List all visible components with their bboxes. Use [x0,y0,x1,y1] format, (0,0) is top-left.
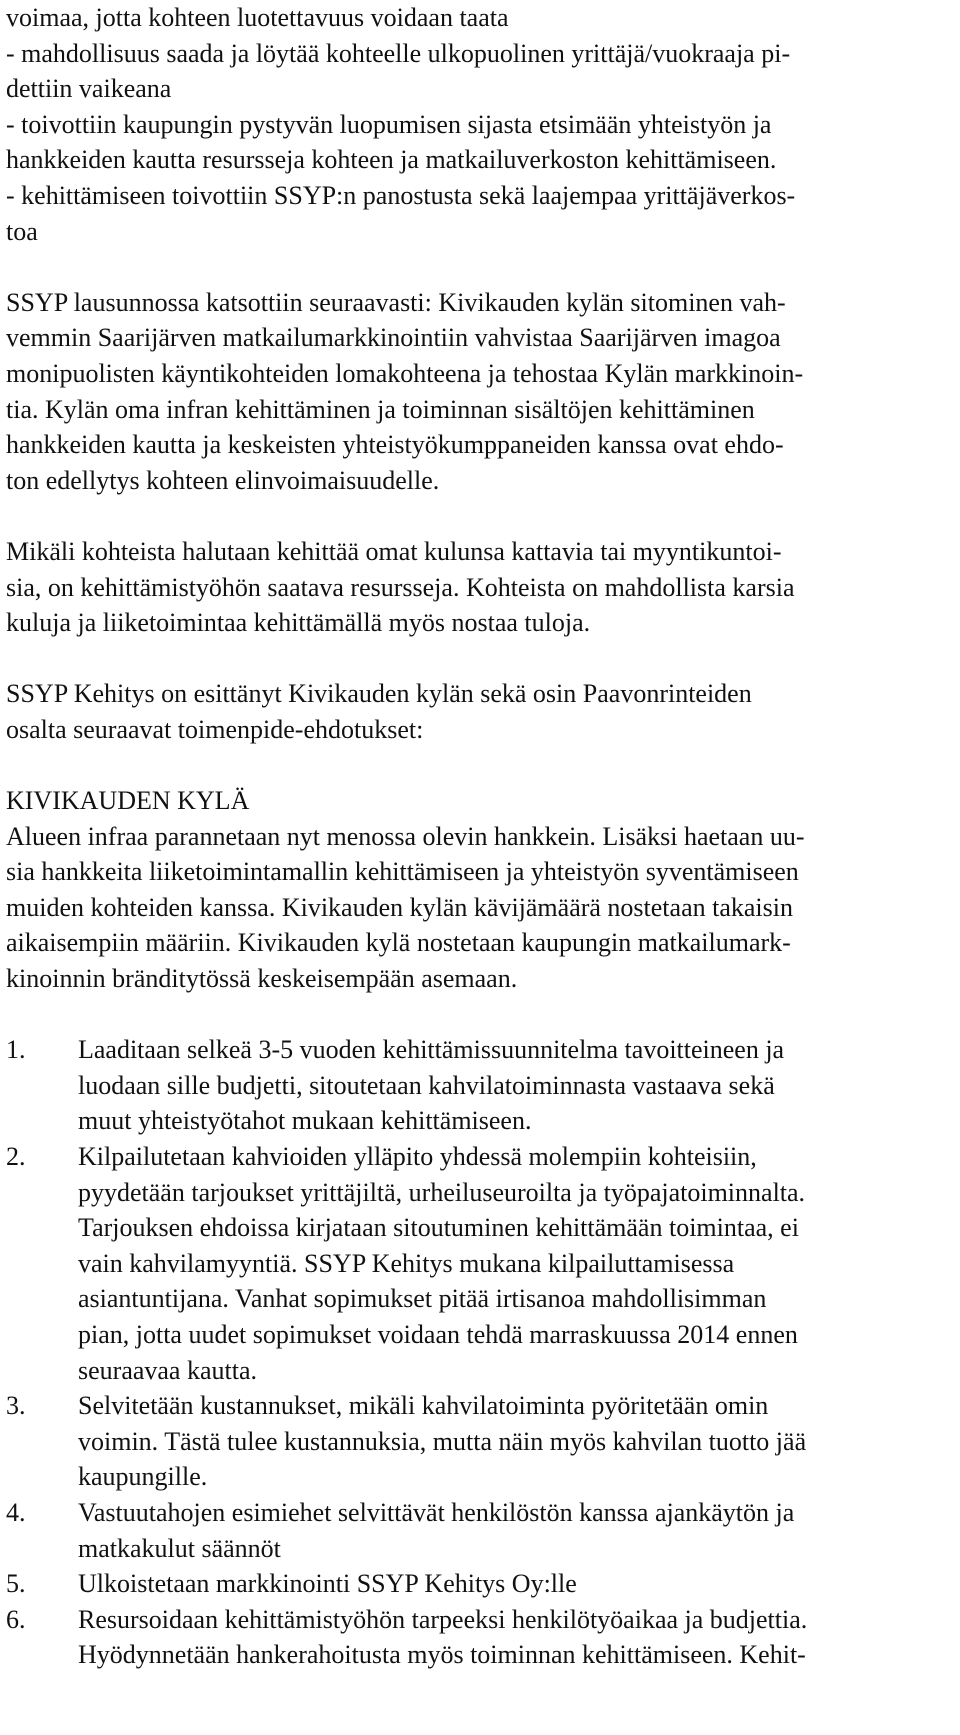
text-line: voimin. Tästä tulee kustannuksia, mutta näin myös kahvilan tuotto jää [78,1426,807,1456]
text-line: voimaa, jotta kohteen luotettavuus voidaan taata [6,3,509,32]
text-line: matkakulut säännöt [78,1533,281,1563]
text-line: muiden kohteiden kanssa. Kivikauden kylän kävijämäärä nostetaan takaisin [6,892,793,922]
text-line: seuraavaa kautta. [78,1355,258,1385]
text-line: hankkeiden kautta ja keskeisten yhteistyökumppaneiden kanssa ovat ehdo- [6,430,784,460]
text-line: luodaan sille budjetti, sitoutetaan kahvilatoiminnasta vastaava sekä [78,1070,775,1100]
text-line: tia. Kylän oma infran kehittäminen ja toiminnan sisältöjen kehittäminen [6,394,755,424]
list-number: 4. [6,1497,26,1527]
paragraph-gap [6,249,956,285]
text-line: hankkeiden kautta resursseja kohteen ja matkailuverkoston kehittämiseen. [6,145,777,175]
text-line: SSYP lausunnossa katsottiin seuraavasti: Kivikauden kylän sitominen vah- [6,287,786,317]
text-line: kinoinnin bränditytössä keskeisempään asemaan. [6,964,518,994]
text-line: sia hankkeita liiketoimintamallin kehittämiseen ja yhteistyön syventämiseen [6,857,799,887]
document-page [6,0,956,1673]
list-item [6,1388,956,1495]
list-number: 6. [6,1604,26,1634]
text-line: SSYP Kehitys on esittänyt Kivikauden kylän sekä osin Paavonrinteiden [6,679,752,709]
text-line: sia, on kehittämistyöhön saatava resursseja. Kohteista on mahdollista karsia [6,572,795,602]
text-line: pyydetään tarjoukset yrittäjiltä, urheiluseuroilta ja työpajatoiminnalta. [78,1177,806,1207]
text-line: Selvitetään kustannukset, mikäli kahvilatoiminta pyöritetään omin [78,1391,769,1421]
text-line: aikaisempiin määriin. Kivikauden kylä nostetaan kaupungin matkailumark- [6,928,791,958]
paragraph-gap [6,498,956,534]
list-item [6,1139,956,1388]
list-number: 5. [6,1569,26,1599]
list-number: 1. [6,1035,26,1065]
text-line: vain kahvilamyyntiä. SSYP Kehitys mukana kilpailuttamisessa [78,1248,735,1278]
list-item [6,1495,956,1566]
measures-list [6,1032,956,1673]
ssyp-statement-paragraph [6,285,956,499]
text-line: kaupungille. [78,1462,208,1492]
list-item [6,1566,956,1602]
text-line: Mikäli kohteista halutaan kehittää omat kulunsa kattavia tai myyntikuntoi- [6,536,782,566]
paragraph-gap [6,997,956,1033]
paragraph-gap [6,747,956,783]
paragraph-gap [6,641,956,677]
kivikauden-kyla-section [6,783,956,997]
text-line: - kehittämiseen toivottiin SSYP:n panostusta sekä laajempaa yrittäjäverkos- [6,180,796,210]
text-line: pian, jotta uudet sopimukset voidaan tehdä marraskuussa 2014 ennen [78,1319,798,1349]
text-line: Kilpailutetaan kahvioiden ylläpito yhdessä molempiin kohteisiin, [78,1142,757,1171]
text-line: - mahdollisuus saada ja löytää kohteelle ulkopuolinen yrittäjä/vuokraaja pi- [6,38,791,68]
text-line: vemmin Saarijärven matkailumarkkinointiin vahvistaa Saarijärven imagoa [6,323,781,353]
text-line: monipuolisten käyntikohteiden lomakohteena ja tehostaa Kylän markkinoin- [6,358,804,388]
text-line: kuluja ja liiketoimintaa kehittämällä myös nostaa tuloja. [6,608,591,638]
list-item [6,1602,956,1673]
text-line: toa [6,216,38,246]
text-line: asiantuntijana. Vanhat sopimukset pitää irtisanoa mahdollisimman [78,1284,767,1314]
section-heading: KIVIKAUDEN KYLÄ [6,786,250,816]
intro-block [6,0,956,249]
list-number: 3. [6,1391,26,1421]
costs-paragraph [6,534,956,641]
text-line: Hyödynnetään hankerahoitusta myös toiminnan kehittämiseen. Kehit- [78,1640,806,1670]
text-line: Laaditaan selkeä 3-5 vuoden kehittämissuunnitelma tavoitteineen ja [78,1035,785,1065]
text-line: Tarjouksen ehdoissa kirjataan sitoutuminen kehittämään toimintaa, ei [78,1213,799,1243]
text-line: Resursoidaan kehittämistyöhön tarpeeksi henkilötyöaikaa ja budjettia. [78,1604,808,1634]
text-line: dettiin vaikeana [6,74,172,104]
text-line: - toivottiin kaupungin pystyvän luopumisen sijasta etsimään yhteistyön ja [6,109,772,139]
text-line: osalta seuraavat toimenpide-ehdotukset: [6,714,424,744]
proposals-intro-paragraph [6,676,956,747]
list-number: 2. [6,1142,26,1171]
text-line: Alueen infraa parannetaan nyt menossa olevin hankkein. Lisäksi haetaan uu- [6,821,805,851]
text-line: Ulkoistetaan markkinointi SSYP Kehitys Oy:lle [78,1569,577,1599]
list-item [6,1032,956,1139]
text-line: muut yhteistyötahot mukaan kehittämiseen. [78,1106,532,1136]
text-line: ton edellytys kohteen elinvoimaisuudelle. [6,465,440,495]
text-line: Vastuutahojen esimiehet selvittävät henkilöstön kanssa ajankäytön ja [78,1497,795,1527]
